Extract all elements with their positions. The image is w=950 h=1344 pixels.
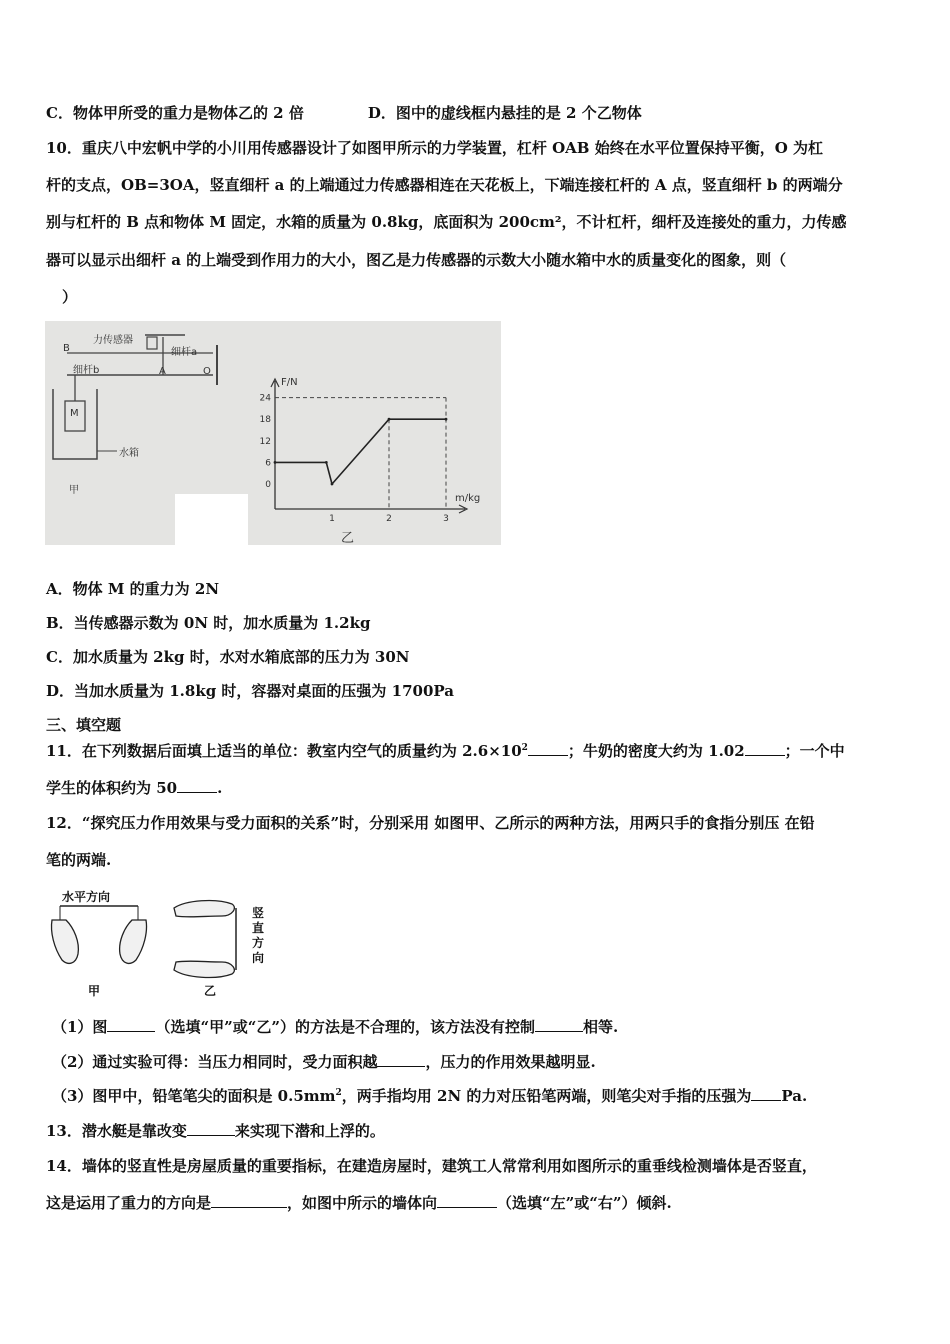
axis-x-label: m/kg: [455, 493, 481, 504]
q13-blank[interactable]: [187, 1123, 235, 1136]
bottom-hand-icon: [174, 961, 234, 977]
q11-exp: 2: [521, 743, 528, 753]
q11-blank-2[interactable]: [745, 743, 785, 756]
q12-sub1-b: （选填“甲”或“乙”）的方法是不合理的，该方法没有控制: [155, 1018, 535, 1036]
q11-text-a: 11．在下列数据后面填上适当的单位：教室内空气的质量约为 2.6×10: [46, 742, 522, 760]
q12-line-2: 笔的两端.: [46, 851, 112, 869]
q12-sub1-a: （1）图: [52, 1018, 108, 1036]
q12-blank-3[interactable]: [377, 1054, 425, 1067]
plot-area: [260, 394, 449, 524]
q10-option-d: D．当加水质量为 1.8kg 时，容器对桌面的压强为 1700Pa: [46, 682, 454, 700]
q10-figure-drawing: [45, 321, 501, 545]
y-tick-6: 6: [265, 458, 271, 469]
y-tick-12: 12: [259, 436, 271, 447]
q10-line-4: 器可以显示出细杆 a 的上端受到作用力的大小，图乙是力传感器的示数大小随水箱中水的质量变化的图象，则（: [46, 251, 787, 269]
q9-option-c: C．物体甲所受的重力是物体乙的 2 倍: [46, 104, 304, 122]
q11-text-e: .: [217, 779, 223, 797]
label-tank: 水箱: [119, 448, 139, 459]
label-m: M: [70, 408, 79, 419]
q11-text-d: 学生的体积约为 50: [46, 779, 178, 797]
top-hand-icon: [174, 901, 234, 917]
data-point-0: [274, 461, 277, 464]
data-point-4: [445, 418, 448, 421]
q10-line-3: 别与杠杆的 B 点和物体 M 固定，水箱的质量为 0.8kg，底面积为 200cm²，不计杠杆，细杆及连接处的重力，力传感: [46, 213, 847, 231]
label-fig-jia: 甲: [88, 984, 101, 998]
label-o: O: [203, 366, 211, 377]
q12-blank-4[interactable]: [751, 1088, 781, 1101]
y-tick-0: 0: [265, 480, 271, 490]
y-tick-18: 18: [259, 415, 271, 426]
q11-text-c: ；一个中: [784, 742, 845, 760]
q12-sub3-exp: 2: [335, 1088, 342, 1098]
q13-line: [46, 1120, 385, 1141]
q9-options: [46, 102, 642, 123]
graph-yi: [260, 379, 467, 524]
q12-blank-2[interactable]: [535, 1019, 583, 1032]
q10-figure: [45, 321, 501, 545]
left-hand-icon: [51, 920, 78, 963]
q12-sub-3: [52, 1085, 807, 1106]
q9-option-d: D．图中的虚线框内悬挂的是 2 个乙物体: [367, 104, 642, 122]
q12-blank-1[interactable]: [107, 1019, 155, 1032]
data-point-1: [325, 461, 328, 464]
q12-sub-1: [52, 1016, 618, 1037]
label-vertical: [252, 906, 264, 966]
label-b: B: [63, 343, 70, 354]
q12-sub3-b: ，两手指均用 2N 的力对压铅笔两端，则笔尖对手指的压强为: [341, 1087, 752, 1105]
label-jia: 甲: [69, 485, 79, 496]
q10-option-b: B．当传感器示数为 0N 时，加水质量为 1.2kg: [46, 614, 371, 632]
label-vertical-2: 直: [252, 921, 265, 935]
q10-option-c: C．加水质量为 2kg 时，水对水箱底部的压力为 30N: [46, 648, 410, 666]
section-heading: 三、填空题: [46, 716, 122, 734]
x-tick-2: 2: [386, 514, 392, 524]
x-tick-3: 3: [443, 514, 449, 524]
x-tick-1: 1: [329, 514, 335, 524]
q10-option-a: A．物体 M 的重力为 2N: [46, 580, 220, 598]
label-horizontal: 水平方向: [62, 890, 111, 904]
q10-line-2: 杆的支点，OB=3OA，竖直细杆 a 的上端通过力传感器相连在天花板上，下端连接杠杆的 A 点，竖直细杆 b 的两端分: [46, 176, 843, 194]
q12-sub2-b: ，压力的作用效果越明显.: [425, 1053, 596, 1071]
q11-text-b: ；牛奶的密度大约为 1.02: [567, 742, 745, 760]
q12-sub3-a: （3）图甲中，铅笔笔尖的面积是 0.5mm: [52, 1087, 336, 1105]
q14-line-2: [46, 1192, 672, 1213]
q12-sub2-a: （2）通过实验可得：当压力相同时，受力面积越: [52, 1053, 378, 1071]
label-rod-a: 细杆a: [171, 347, 198, 358]
q12-figure: [46, 884, 274, 1000]
right-hand-icon: [120, 920, 147, 963]
q12-sub1-c: 相等.: [582, 1018, 619, 1036]
label-sensor: 力传感器: [93, 335, 133, 346]
q14-line-1: 14．墙体的竖直性是房屋质量的重要指标，在建造房屋时，建筑工人常常利用如图所示的重垂线检测墙体是否竖直，: [46, 1157, 817, 1175]
q12-line-1: 12．“探究压力作用效果与受力面积的关系”时，分别采用 如图甲、乙所示的两种方法，用两只手的食指分别压 在铅: [46, 814, 815, 832]
label-fig-yi: 乙: [204, 984, 217, 998]
axis-y-label: F/N: [281, 377, 298, 388]
q11-line-2: [46, 777, 222, 798]
q10-line-1: 10．重庆八中宏帆中学的小川用传感器设计了如图甲所示的力学装置，杠杆 OAB 始终在水平位置保持平衡，O 为杠: [46, 139, 823, 157]
q10-line-5: ）: [62, 288, 78, 306]
label-rod-b: 细杆b: [73, 365, 100, 376]
q14-text-a: 这是运用了重力的方向是: [46, 1194, 212, 1212]
figure-blank-patch: [175, 494, 248, 545]
chart-caption: 乙: [341, 531, 355, 545]
label-vertical-4: 向: [252, 951, 265, 965]
label-vertical-1: 竖: [252, 906, 265, 920]
q11-line-1: [46, 740, 845, 761]
q14-text-b: ，如图中所示的墙体向: [287, 1194, 438, 1212]
label-vertical-3: 方: [252, 936, 265, 950]
q12-sub-2: [52, 1051, 596, 1072]
q11-blank-3[interactable]: [177, 780, 217, 793]
data-point-3: [388, 418, 391, 421]
q14-text-c: （选填“左”或“右”）倾斜.: [497, 1194, 672, 1212]
q12-sub3-c: Pa.: [781, 1087, 808, 1105]
q13-text-b: 来实现下潜和上浮的。: [234, 1122, 385, 1140]
data-point-2: [331, 483, 334, 486]
sensor-box: [147, 337, 157, 349]
q13-text-a: 13．潜水艇是靠改变: [46, 1122, 187, 1140]
data-series-line: [275, 419, 446, 484]
q14-blank-1[interactable]: [211, 1195, 287, 1208]
y-tick-24: 24: [259, 393, 271, 404]
q14-blank-2[interactable]: [437, 1195, 497, 1208]
q11-blank-1[interactable]: [528, 743, 568, 756]
label-a: A: [159, 366, 166, 377]
